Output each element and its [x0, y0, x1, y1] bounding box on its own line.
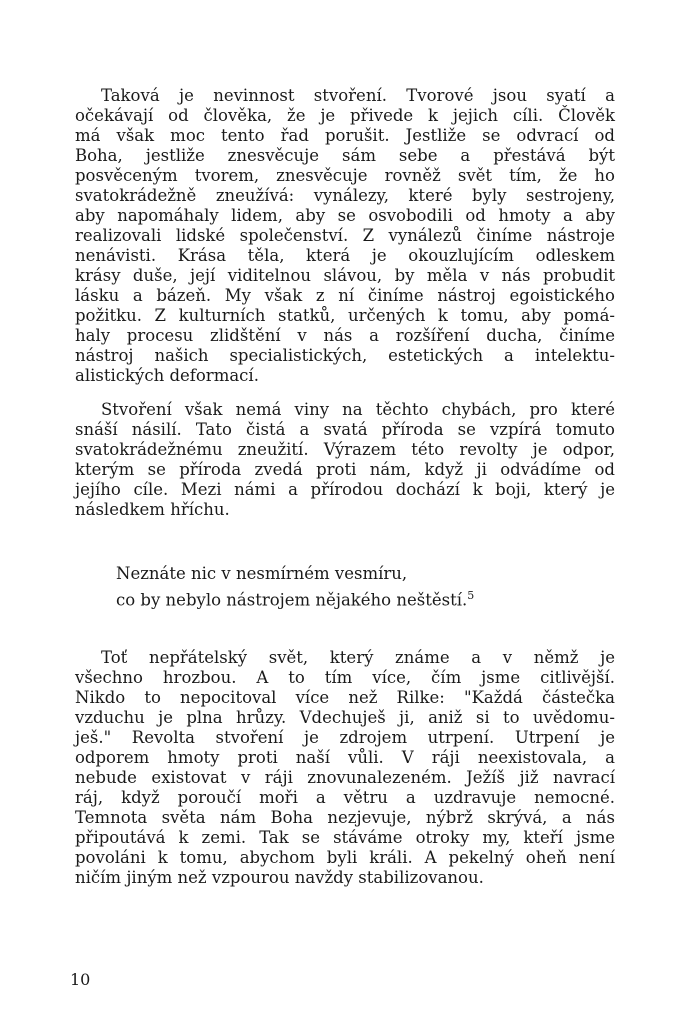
paragraph-3 [75, 648, 615, 888]
verse-line [116, 585, 474, 612]
text-line: haly procesu zlidštění v nás a rozšíření ducha, činíme [75, 326, 615, 345]
page-number: 10 [70, 970, 91, 989]
text-line: Nikdo to nepocitoval více než Rilke: "Každá částečka [75, 688, 615, 707]
text-line: snáší násilí. Tato čistá a svatá příroda se vzpírá tomuto [75, 420, 615, 439]
paragraph-2 [75, 400, 615, 520]
text-line: očekávají od člověka, že je přivede k jejich cíli. Člověk [75, 106, 615, 125]
text-line: připoutává k zemi. Tak se stáváme otroky my, kteří jsme [75, 828, 615, 847]
text-line: kterým se příroda zvedá proti nám, když ji odvádíme od [75, 460, 615, 479]
verse-text: co by nebylo nástrojem nějakého neštěstí. [116, 590, 468, 610]
text-line: Boha, jestliže znesvěcuje sám sebe a přestává být [75, 146, 615, 165]
verse-line: Neznáte nic v nesmírném vesmíru, [116, 564, 408, 583]
text-line: Temnota světa nám Boha nezjevuje, nýbrž skrývá, a nás [75, 808, 615, 827]
text-line: lásku a bázeň. My však z ní činíme nástroj egoistického [75, 286, 615, 305]
text-line: realizovali lidské společenství. Z vynálezů činíme nástroje [75, 226, 615, 245]
text-line: posvěceným tvorem, znesvěcuje rovněž svět tím, že ho [75, 166, 615, 185]
text-line: ničím jiným než vzpourou navždy stabilizovanou. [75, 868, 484, 887]
text-line: následkem hříchu. [75, 500, 230, 519]
text-line: ješ." Revolta stvoření je zdrojem utrpení. Utrpení je [75, 728, 615, 747]
text-line: vzduchu je plna hrůzy. Vdechuješ ji, aniž si to uvědomu- [75, 708, 615, 727]
text-line: svatokrádežně zneužívá: vynálezy, které byly sestrojeny, [75, 186, 615, 205]
text-line: Taková je nevinnost stvoření. Tvorové jsou syatí a [101, 86, 615, 105]
text-line: nebude existovat v ráji znovunalezeném. Ježíš již navrací [75, 768, 615, 787]
text-line: nenávisti. Krása těla, která je okouzlujícím odleskem [75, 246, 615, 265]
text-line: má však moc tento řad porušit. Jestliže se odvrací od [75, 126, 615, 145]
text-line: ráj, když poroučí moři a větru a uzdravuje nemocné. [75, 788, 615, 807]
text-line: požitku. Z kulturních statků, určených k tomu, aby pomá- [75, 306, 615, 325]
text-line: Toť nepřátelský svět, který známe a v němž je [101, 648, 615, 667]
paragraph-1 [75, 86, 615, 386]
text-line: svatokrádežnému zneužití. Výrazem této revolty je odpor, [75, 440, 615, 459]
text-line: povoláni k tomu, abychom byli králi. A pekelný oheň není [75, 848, 615, 867]
text-line: alistických deformací. [75, 366, 259, 385]
footnote-marker: 5 [467, 589, 475, 602]
text-line: krásy duše, její viditelnou slávou, by měla v nás probudit [75, 266, 615, 285]
verse-quotation [116, 563, 474, 612]
text-line: všechno hrozbou. A to tím více, čím jsme citlivější. [75, 668, 615, 687]
text-line: jejího cíle. Mezi námi a přírodou dochází k boji, který je [75, 480, 615, 499]
text-line: odporem hmoty proti naší vůli. V ráji neexistovala, a [75, 748, 615, 767]
text-line: nástroj našich specialistických, estetických a intelektu- [75, 346, 615, 365]
text-line: aby napomáhaly lidem, aby se osvobodili od hmoty a aby [75, 206, 615, 225]
text-line: Stvoření však nemá viny na těchto chybách, pro které [101, 400, 615, 419]
